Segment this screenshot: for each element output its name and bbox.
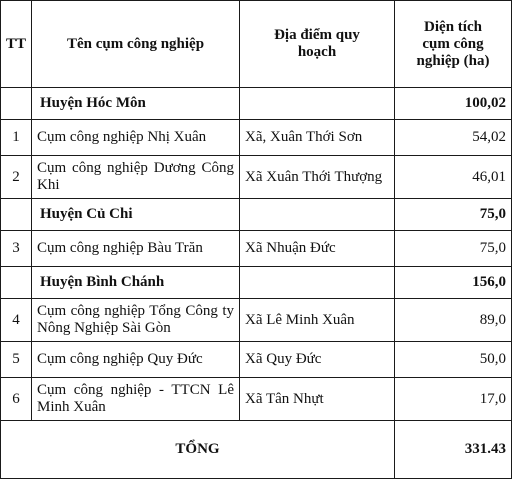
district-name: Huyện Củ Chi <box>32 199 240 231</box>
district-tt-cell <box>1 267 32 299</box>
row-location: Xã Tân Nhựt <box>240 378 395 421</box>
header-location: Địa điểm quy hoạch <box>240 1 395 88</box>
total-label: TỔNG <box>1 421 395 479</box>
district-name: Huyện Bình Chánh <box>32 267 240 299</box>
table-row <box>1 120 512 156</box>
row-area: 54,02 <box>395 120 512 156</box>
district-row <box>1 267 512 299</box>
table-row <box>1 156 512 199</box>
row-tt: 5 <box>1 342 32 378</box>
row-tt: 1 <box>1 120 32 156</box>
row-location: Xã Lê Minh Xuân <box>240 299 395 342</box>
table-row <box>1 231 512 267</box>
row-tt: 3 <box>1 231 32 267</box>
row-location: Xã Xuân Thới Thượng <box>240 156 395 199</box>
row-location: Xã, Xuân Thới Sơn <box>240 120 395 156</box>
row-area: 50,0 <box>395 342 512 378</box>
district-location-cell <box>240 88 395 120</box>
table-row <box>1 342 512 378</box>
table-row <box>1 378 512 421</box>
row-name: Cụm công nghiệp - TTCN Lê Minh Xuân <box>32 378 240 421</box>
header-area: Diện tích cụm công nghiệp (ha) <box>395 1 512 88</box>
row-name: Cụm công nghiệp Dương Công Khi <box>32 156 240 199</box>
row-location: Xã Quy Đức <box>240 342 395 378</box>
total-row <box>1 421 512 479</box>
district-total: 75,0 <box>395 199 512 231</box>
row-area: 89,0 <box>395 299 512 342</box>
row-name: Cụm công nghiệp Nhị Xuân <box>32 120 240 156</box>
row-name: Cụm công nghiệp Bàu Trăn <box>32 231 240 267</box>
row-name: Cụm công nghiệp Quy Đức <box>32 342 240 378</box>
district-total: 100,02 <box>395 88 512 120</box>
header-row <box>1 1 512 88</box>
header-tt: TT <box>1 1 32 88</box>
row-area: 17,0 <box>395 378 512 421</box>
row-tt: 2 <box>1 156 32 199</box>
row-name: Cụm công nghiệp Tổng Công ty Nông Nghiệp Sài Gòn <box>32 299 240 342</box>
header-name: Tên cụm công nghiệp <box>32 1 240 88</box>
row-tt: 6 <box>1 378 32 421</box>
row-area: 75,0 <box>395 231 512 267</box>
row-location: Xã Nhuận Đức <box>240 231 395 267</box>
table-row <box>1 299 512 342</box>
row-tt: 4 <box>1 299 32 342</box>
district-location-cell <box>240 267 395 299</box>
total-value: 331.43 <box>395 421 512 479</box>
district-tt-cell <box>1 199 32 231</box>
district-tt-cell <box>1 88 32 120</box>
district-row <box>1 199 512 231</box>
row-area: 46,01 <box>395 156 512 199</box>
district-row <box>1 88 512 120</box>
district-location-cell <box>240 199 395 231</box>
district-name: Huyện Hóc Môn <box>32 88 240 120</box>
district-total: 156,0 <box>395 267 512 299</box>
